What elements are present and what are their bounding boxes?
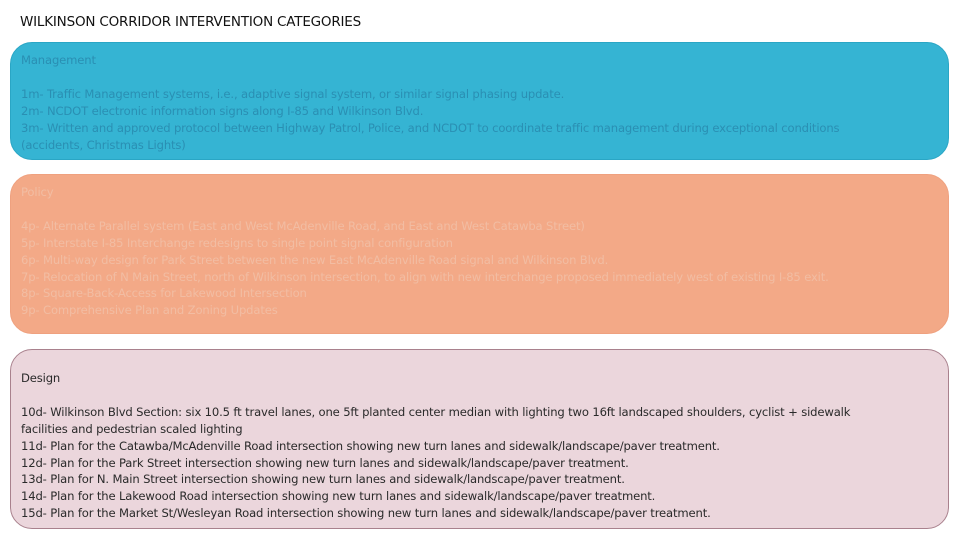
list-item: 10d- Wilkinson Blvd Section: six 10.5 ft travel lanes, one 5ft planted center median with lighting two 16ft landscaped shoulders, cyclist + sidewalk bbox=[21, 404, 851, 419]
list-item: 11d- Plan for the Catawba/McAdenville Road intersection showing new turn lanes and sidewalk/landscape/paver treatment. bbox=[21, 438, 720, 453]
list-item: 9p- Comprehensive Plan and Zoning Updates bbox=[21, 303, 278, 318]
list-item: 3m- Written and approved protocol between Highway Patrol, Police, and NCDOT to coordinate traffic management during exceptional conditions bbox=[21, 120, 840, 135]
list-item: 13d- Plan for N. Main Street intersection showing new turn lanes and sidewalk/landscape/paver treatment. bbox=[21, 472, 625, 487]
list-item: 14d- Plan for the Lakewood Road intersection showing new turn lanes and sidewalk/landscape/paver treatment. bbox=[21, 489, 656, 504]
list-item: 1m- Traffic Management systems, i.e., adaptive signal system, or similar signal phasing update. bbox=[21, 86, 565, 101]
list-item: 15d- Plan for the Market St/Wesleyan Road intersection showing new turn lanes and sidewalk/landscape/paver treatment. bbox=[21, 506, 711, 521]
list-item: 4p- Alternate Parallel system (East and West McAdenville Road, and East and West Catawba Street) bbox=[21, 218, 585, 233]
page-title: WILKINSON CORRIDOR INTERVENTION CATEGORIES bbox=[20, 14, 361, 30]
management-section bbox=[10, 42, 949, 160]
list-item: 7p- Relocation of N Main Street, north of Wilkinson intersection, to align with new interchange proposed immediately west of existing I-85 exit. bbox=[21, 269, 829, 284]
design-section bbox=[10, 349, 949, 529]
section-heading: Design bbox=[21, 371, 61, 385]
policy-section bbox=[10, 174, 949, 334]
list-item: 8p- Square-Back-Access for Lakewood Intersection bbox=[21, 286, 307, 301]
list-item: 2m- NCDOT electronic information signs along I-85 and Wilkinson Blvd. bbox=[21, 103, 424, 118]
section-heading: Policy bbox=[21, 185, 54, 199]
list-item: 6p- Multi-way design for Park Street between the new East McAdenville Road signal and Wilkinson Blvd. bbox=[21, 252, 609, 267]
list-item: facilities and pedestrian scaled lighting bbox=[21, 421, 243, 436]
list-item: (accidents, Christmas Lights) bbox=[21, 137, 186, 152]
list-item: 5p- Interstate I-85 Interchange redesigns to single point signal configuration bbox=[21, 235, 453, 250]
section-heading: Management bbox=[21, 53, 96, 67]
list-item: 12d- Plan for the Park Street intersection showing new turn lanes and sidewalk/landscape/paver treatment. bbox=[21, 455, 629, 470]
